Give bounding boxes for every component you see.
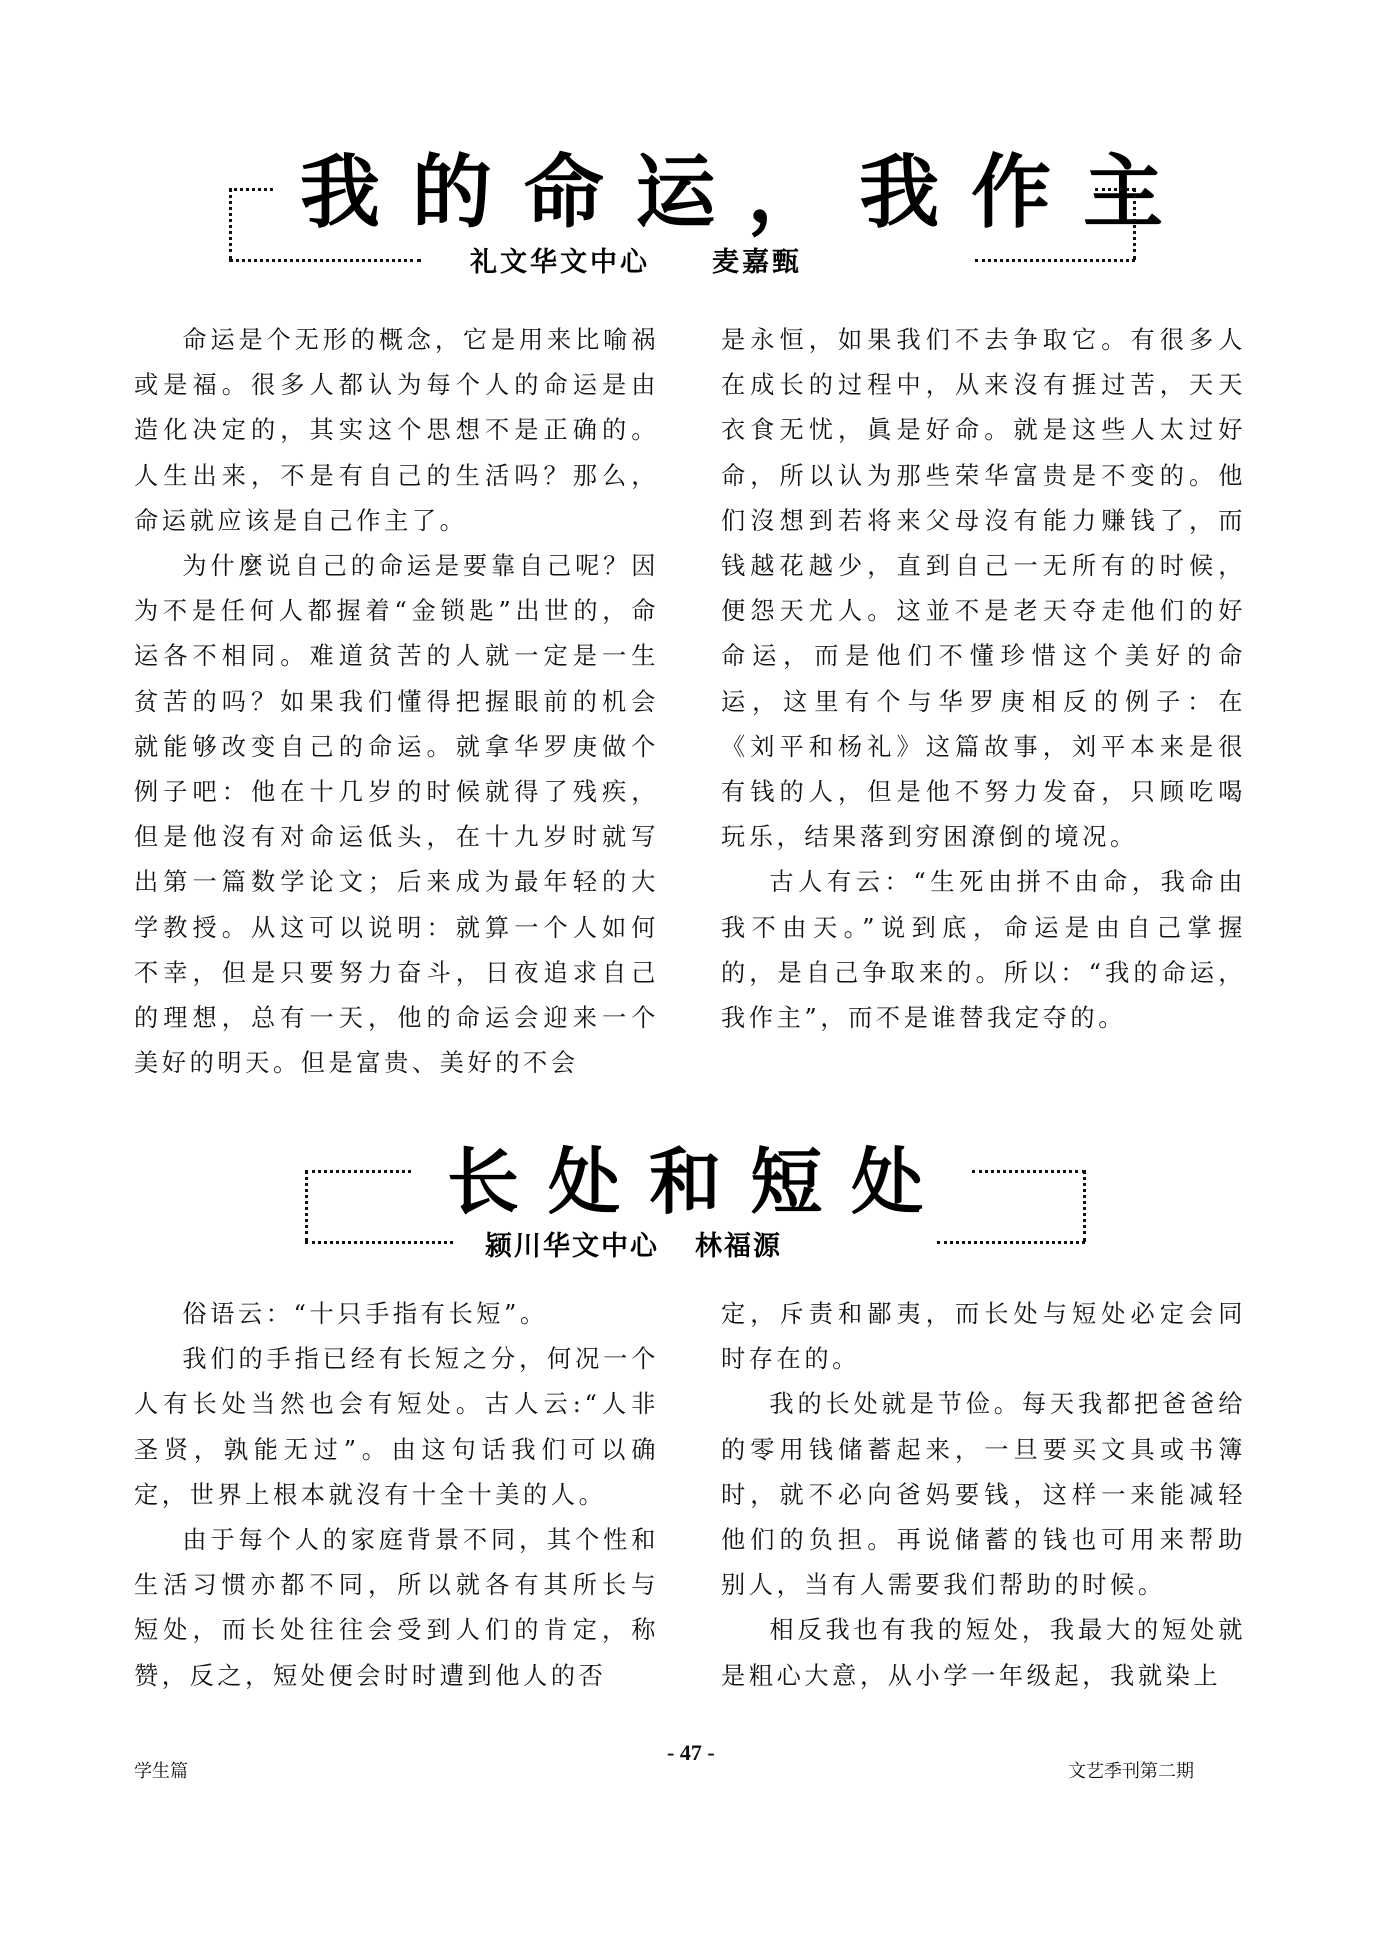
article2-right-paragraph: 定，斥责和鄙夷，而长处与短处必定会同时存在的。 (721, 1300, 1246, 1374)
article2-title: 长 处 和 短 处 (447, 1140, 926, 1224)
frame1-right-rule (1133, 188, 1136, 260)
article1-right-paragraph: 古人有云：“生死由拼不由命，我命由我不由天。”说到底，命运是由自己掌握的，是自己争取来的。所以：“我的命运，我作主”，而不是谁替我定夺的。 (721, 868, 1246, 1033)
frame2-top-right-rule (972, 1170, 1085, 1173)
article2-author: 林福源 (695, 1231, 782, 1262)
article1-left-paragraph: 命运是个无形的概念，它是用来比喻祸或是福。很多人都认为每个人的命运是由造化决定的，其实这个思想不是正确的。人生出来，不是有自己的生活吗？那么，命运就应该是自己作主了。 (134, 326, 659, 535)
article1-right-column (721, 318, 1246, 1041)
frame2-bottom-left-rule (305, 1241, 453, 1244)
article2-byline (485, 1224, 782, 1263)
article2-left-paragraph: 我们的手指已经有长短之分，何况一个人有长处当然也会有短处。古人云:“人非圣贤，孰能无过”。由这句话我们可以确定，世界上根本就沒有十全十美的人。 (134, 1345, 659, 1509)
page-number: - 47 - (667, 1740, 715, 1765)
article1-school: 礼文华文中心 (470, 247, 650, 278)
frame1-bottom-left-rule (229, 259, 421, 262)
article2-left-paragraph: 由于每个人的家庭背景不同，其个性和生活习惯亦都不同，所以就各有其所长与短处，而长处往往会受到人们的肯定，称赞，反之，短处便会时时遭到他人的否 (134, 1526, 659, 1690)
frame1-left-rule (229, 188, 232, 260)
frame2-right-rule (1083, 1170, 1086, 1242)
article1-left-paragraph: 为什麼说自己的命运是要靠自己呢？因为不是任何人都握着“金锁匙”出世的，命运各不相同。难道贫苦的人就一定是一生贫苦的吗？如果我们懂得把握眼前的机会就能够改变自己的命运。就拿华罗庚做个例子吧：他在十几岁的时候就得了残疾，但是他沒有对命运低头，在十九岁时就写出第一篇数学论文；后来成为最年轻的大学教授。从这可以说明：就算一个人如何不幸，但是只要努力奋斗，日夜追求自己的理想，总有一天，他的命运会迎来一个美好的明天。但是富贵、美好的不会 (134, 552, 659, 1078)
frame1-bottom-right-rule (975, 259, 1135, 262)
article1-byline (470, 240, 802, 279)
frame1-top-left-rule (229, 188, 273, 191)
frame2-bottom-right-rule (937, 1241, 1085, 1244)
article2-left-paragraph: 俗语云：“十只手指有长短”。 (182, 1300, 548, 1328)
frame2-top-left-rule (305, 1170, 411, 1173)
article1-left-column (134, 318, 659, 1086)
article1-right-paragraph: 是永恒，如果我们不去争取它。有很多人在成长的过程中，从来沒有捱过苦，天天衣食无忧，眞是好命。就是这些人太过好命，所以认为那些荣华富贵是不变的。他们沒想到若将来父母沒有能力赚钱了，而钱越花越少，直到自己一无所有的时候，便怨天尤人。这並不是老天夺走他们的好命运，而是他们不懂珍惜这个美好的命运，这里有个与华罗庚相反的例子：在《刘平和杨礼》这篇故事，刘平本来是很有钱的人，但是他不努力发奋，只顾吃喝玩乐，结果落到穷困潦倒的境况。 (721, 326, 1246, 852)
article2-right-paragraph: 我的长处就是节俭。每天我都把爸爸给的零用钱储蓄起来，一旦要买文具或书簿时，就不必向爸妈要钱，这样一来能减轻他们的负担。再说储蓄的钱也可用来帮助别人，当有人需要我们帮助的时候。 (721, 1390, 1246, 1600)
article1-author: 麦嘉甄 (712, 247, 802, 278)
article1-title: 我 的 命 运 ， 我 作 主 (300, 146, 1165, 239)
article2-left-column (134, 1292, 659, 1699)
article2-right-column (721, 1292, 1246, 1699)
footer-publication: 文艺季刊第二期 (1068, 1761, 1194, 1782)
article2-right-paragraph: 相反我也有我的短处，我最大的短处就是粗心大意，从小学一年级起，我就染上 (721, 1616, 1246, 1690)
article2-school: 颍川华文中心 (485, 1231, 659, 1262)
frame2-left-rule (305, 1170, 308, 1242)
frame1-top-right-rule (1095, 188, 1135, 191)
footer-section-label: 学生篇 (134, 1761, 188, 1782)
